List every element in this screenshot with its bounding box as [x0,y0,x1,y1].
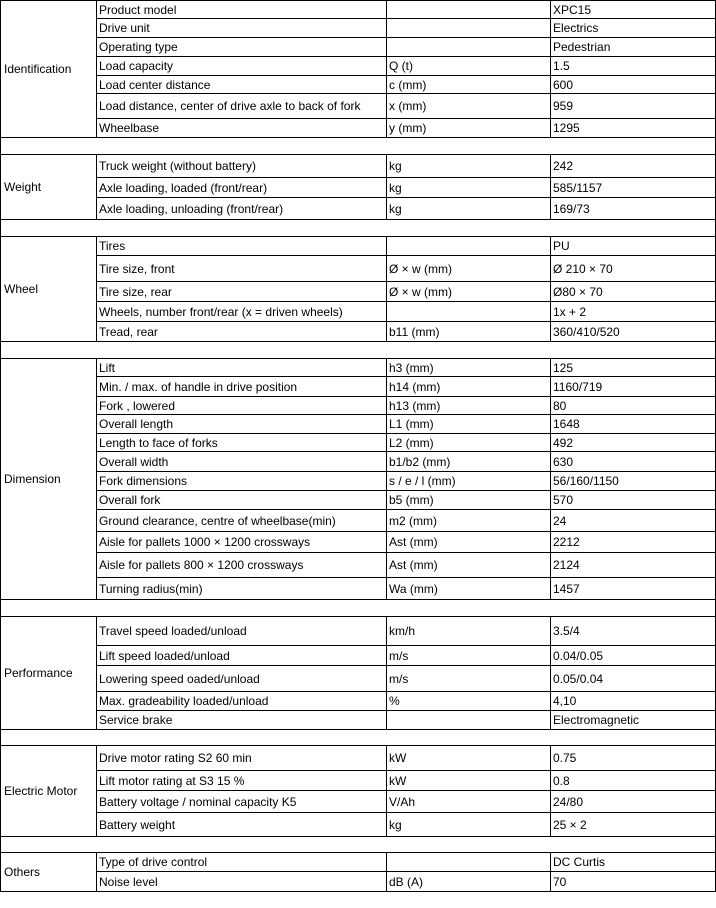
unit-cell: h14 (mm) [387,377,551,397]
value-cell: 70 [551,872,716,892]
section-separator-row [1,138,716,155]
value-cell: Electrics [551,19,716,38]
unit-cell: s / e / l (mm) [387,472,551,491]
table-row [1,491,716,510]
value-cell: 0.8 [551,771,716,791]
section-separator-row [1,342,716,359]
section-separator-row [1,730,716,746]
table-row [1,377,716,397]
parameter-cell: Truck weight (without battery) [97,155,387,178]
parameter-cell: Tires [97,237,387,256]
table-row [1,472,716,491]
value-cell: 80 [551,397,716,415]
parameter-cell: Lift [97,359,387,377]
unit-cell: Ø × w (mm) [387,256,551,282]
parameter-cell: Load capacity [97,57,387,76]
unit-cell: % [387,692,551,711]
parameter-cell: Drive unit [97,19,387,38]
parameter-cell: Fork dimensions [97,472,387,491]
value-cell: 1.5 [551,57,716,76]
unit-cell: h3 (mm) [387,359,551,377]
parameter-cell: Lift speed loaded/unload [97,646,387,666]
value-cell: 0.75 [551,746,716,771]
unit-cell [387,38,551,57]
separator-cell [1,138,716,155]
table-row [1,397,716,415]
value-cell: XPC15 [551,1,716,19]
unit-cell: L2 (mm) [387,434,551,452]
value-cell: 125 [551,359,716,377]
value-cell: 1x + 2 [551,302,716,322]
value-cell: Pedestrian [551,38,716,57]
parameter-cell: Load distance, center of drive axle to back of fork [97,94,387,119]
unit-cell: b1/b2 (mm) [387,452,551,472]
parameter-cell: Axle loading, loaded (front/rear) [97,178,387,198]
value-cell: 360/410/520 [551,322,716,342]
value-cell: 0.04/0.05 [551,646,716,666]
value-cell: 570 [551,491,716,510]
unit-cell [387,1,551,19]
parameter-cell: Fork , lowered [97,397,387,415]
unit-cell: kg [387,813,551,837]
unit-cell: Ast (mm) [387,532,551,553]
parameter-cell: Battery voltage / nominal capacity K5 [97,791,387,813]
unit-cell: kg [387,198,551,220]
value-cell: 4,10 [551,692,716,711]
parameter-cell: Axle loading, unloading (front/rear) [97,198,387,220]
parameter-cell: Overall width [97,452,387,472]
table-row [1,813,716,837]
value-cell: PU [551,237,716,256]
unit-cell [387,302,551,322]
unit-cell [387,19,551,38]
parameter-cell: Tire size, rear [97,282,387,302]
unit-cell: V/Ah [387,791,551,813]
unit-cell: kg [387,155,551,178]
parameter-cell: Lift motor rating at S3 15 % [97,771,387,791]
separator-cell [1,730,716,746]
value-cell: 585/1157 [551,178,716,198]
unit-cell: y (mm) [387,119,551,138]
separator-cell [1,600,716,617]
separator-cell [1,837,716,853]
table-row [1,532,716,553]
value-cell: 25 × 2 [551,813,716,837]
table-row [1,38,716,57]
unit-cell: Q (t) [387,57,551,76]
value-cell: 56/160/1150 [551,472,716,491]
spec-table-body [1,1,716,892]
table-row [1,853,716,872]
table-row [1,452,716,472]
parameter-cell: Length to face of forks [97,434,387,452]
parameter-cell: Wheelbase [97,119,387,138]
table-row [1,415,716,434]
unit-cell: kW [387,771,551,791]
value-cell: 169/73 [551,198,716,220]
parameter-cell: Overall fork [97,491,387,510]
parameter-cell: Tread, rear [97,322,387,342]
value-cell: 1648 [551,415,716,434]
section-title: Others [1,853,97,892]
table-row [1,155,716,178]
table-row [1,57,716,76]
table-row [1,872,716,892]
table-row [1,617,716,646]
unit-cell [387,711,551,730]
unit-cell: kW [387,746,551,771]
table-row [1,198,716,220]
value-cell: 24 [551,510,716,532]
parameter-cell: Lowering speed oaded/unload [97,666,387,692]
value-cell: 3.5/4 [551,617,716,646]
unit-cell: b5 (mm) [387,491,551,510]
table-row [1,434,716,452]
unit-cell: x (mm) [387,94,551,119]
unit-cell: km/h [387,617,551,646]
table-row [1,771,716,791]
table-row [1,178,716,198]
value-cell: DC Curtis [551,853,716,872]
parameter-cell: Aisle for pallets 800 × 1200 crossways [97,553,387,578]
table-row [1,237,716,256]
section-separator-row [1,837,716,853]
section-title: Electric Motor [1,746,97,837]
table-row [1,578,716,600]
value-cell: 959 [551,94,716,119]
table-row [1,19,716,38]
value-cell: 1457 [551,578,716,600]
value-cell: Ø 210 × 70 [551,256,716,282]
section-title: Performance [1,617,97,730]
table-row [1,746,716,771]
value-cell: 2124 [551,553,716,578]
table-row [1,666,716,692]
unit-cell: Wa (mm) [387,578,551,600]
value-cell: 0.05/0.04 [551,666,716,692]
table-row [1,791,716,813]
separator-cell [1,220,716,237]
parameter-cell: Ground clearance, centre of wheelbase(min) [97,510,387,532]
parameter-cell: Service brake [97,711,387,730]
unit-cell: m2 (mm) [387,510,551,532]
value-cell: 2212 [551,532,716,553]
value-cell: 600 [551,76,716,94]
table-row [1,302,716,322]
value-cell: 1295 [551,119,716,138]
unit-cell: kg [387,178,551,198]
parameter-cell: Max. gradeability loaded/unload [97,692,387,711]
unit-cell: dB (A) [387,872,551,892]
unit-cell: Ast (mm) [387,553,551,578]
value-cell: Electromagnetic [551,711,716,730]
table-row [1,646,716,666]
table-row [1,692,716,711]
table-row [1,282,716,302]
table-row [1,1,716,19]
table-row [1,553,716,578]
table-row [1,94,716,119]
separator-cell [1,342,716,359]
section-separator-row [1,600,716,617]
section-title: Identification [1,1,97,138]
parameter-cell: Min. / max. of handle in drive position [97,377,387,397]
unit-cell: c (mm) [387,76,551,94]
table-row [1,711,716,730]
table-row [1,76,716,94]
parameter-cell: Battery weight [97,813,387,837]
unit-cell: Ø × w (mm) [387,282,551,302]
table-row [1,359,716,377]
parameter-cell: Overall length [97,415,387,434]
table-row [1,322,716,342]
unit-cell: h13 (mm) [387,397,551,415]
parameter-cell: Tire size, front [97,256,387,282]
value-cell: 630 [551,452,716,472]
parameter-cell: Wheels, number front/rear (x = driven wheels) [97,302,387,322]
section-title: Weight [1,155,97,220]
unit-cell: L1 (mm) [387,415,551,434]
parameter-cell: Turning radius(min) [97,578,387,600]
parameter-cell: Aisle for pallets 1000 × 1200 crossways [97,532,387,553]
unit-cell: m/s [387,666,551,692]
unit-cell: b11 (mm) [387,322,551,342]
parameter-cell: Type of drive control [97,853,387,872]
value-cell: 24/80 [551,791,716,813]
unit-cell [387,853,551,872]
parameter-cell: Travel speed loaded/unload [97,617,387,646]
value-cell: 492 [551,434,716,452]
value-cell: Ø80 × 70 [551,282,716,302]
unit-cell [387,237,551,256]
parameter-cell: Drive motor rating S2 60 min [97,746,387,771]
section-title: Wheel [1,237,97,342]
unit-cell: m/s [387,646,551,666]
parameter-cell: Operating type [97,38,387,57]
section-separator-row [1,220,716,237]
section-title: Dimension [1,359,97,600]
parameter-cell: Product model [97,1,387,19]
parameter-cell: Noise level [97,872,387,892]
value-cell: 242 [551,155,716,178]
value-cell: 1160/719 [551,377,716,397]
table-row [1,119,716,138]
parameter-cell: Load center distance [97,76,387,94]
table-row [1,510,716,532]
table-row [1,256,716,282]
